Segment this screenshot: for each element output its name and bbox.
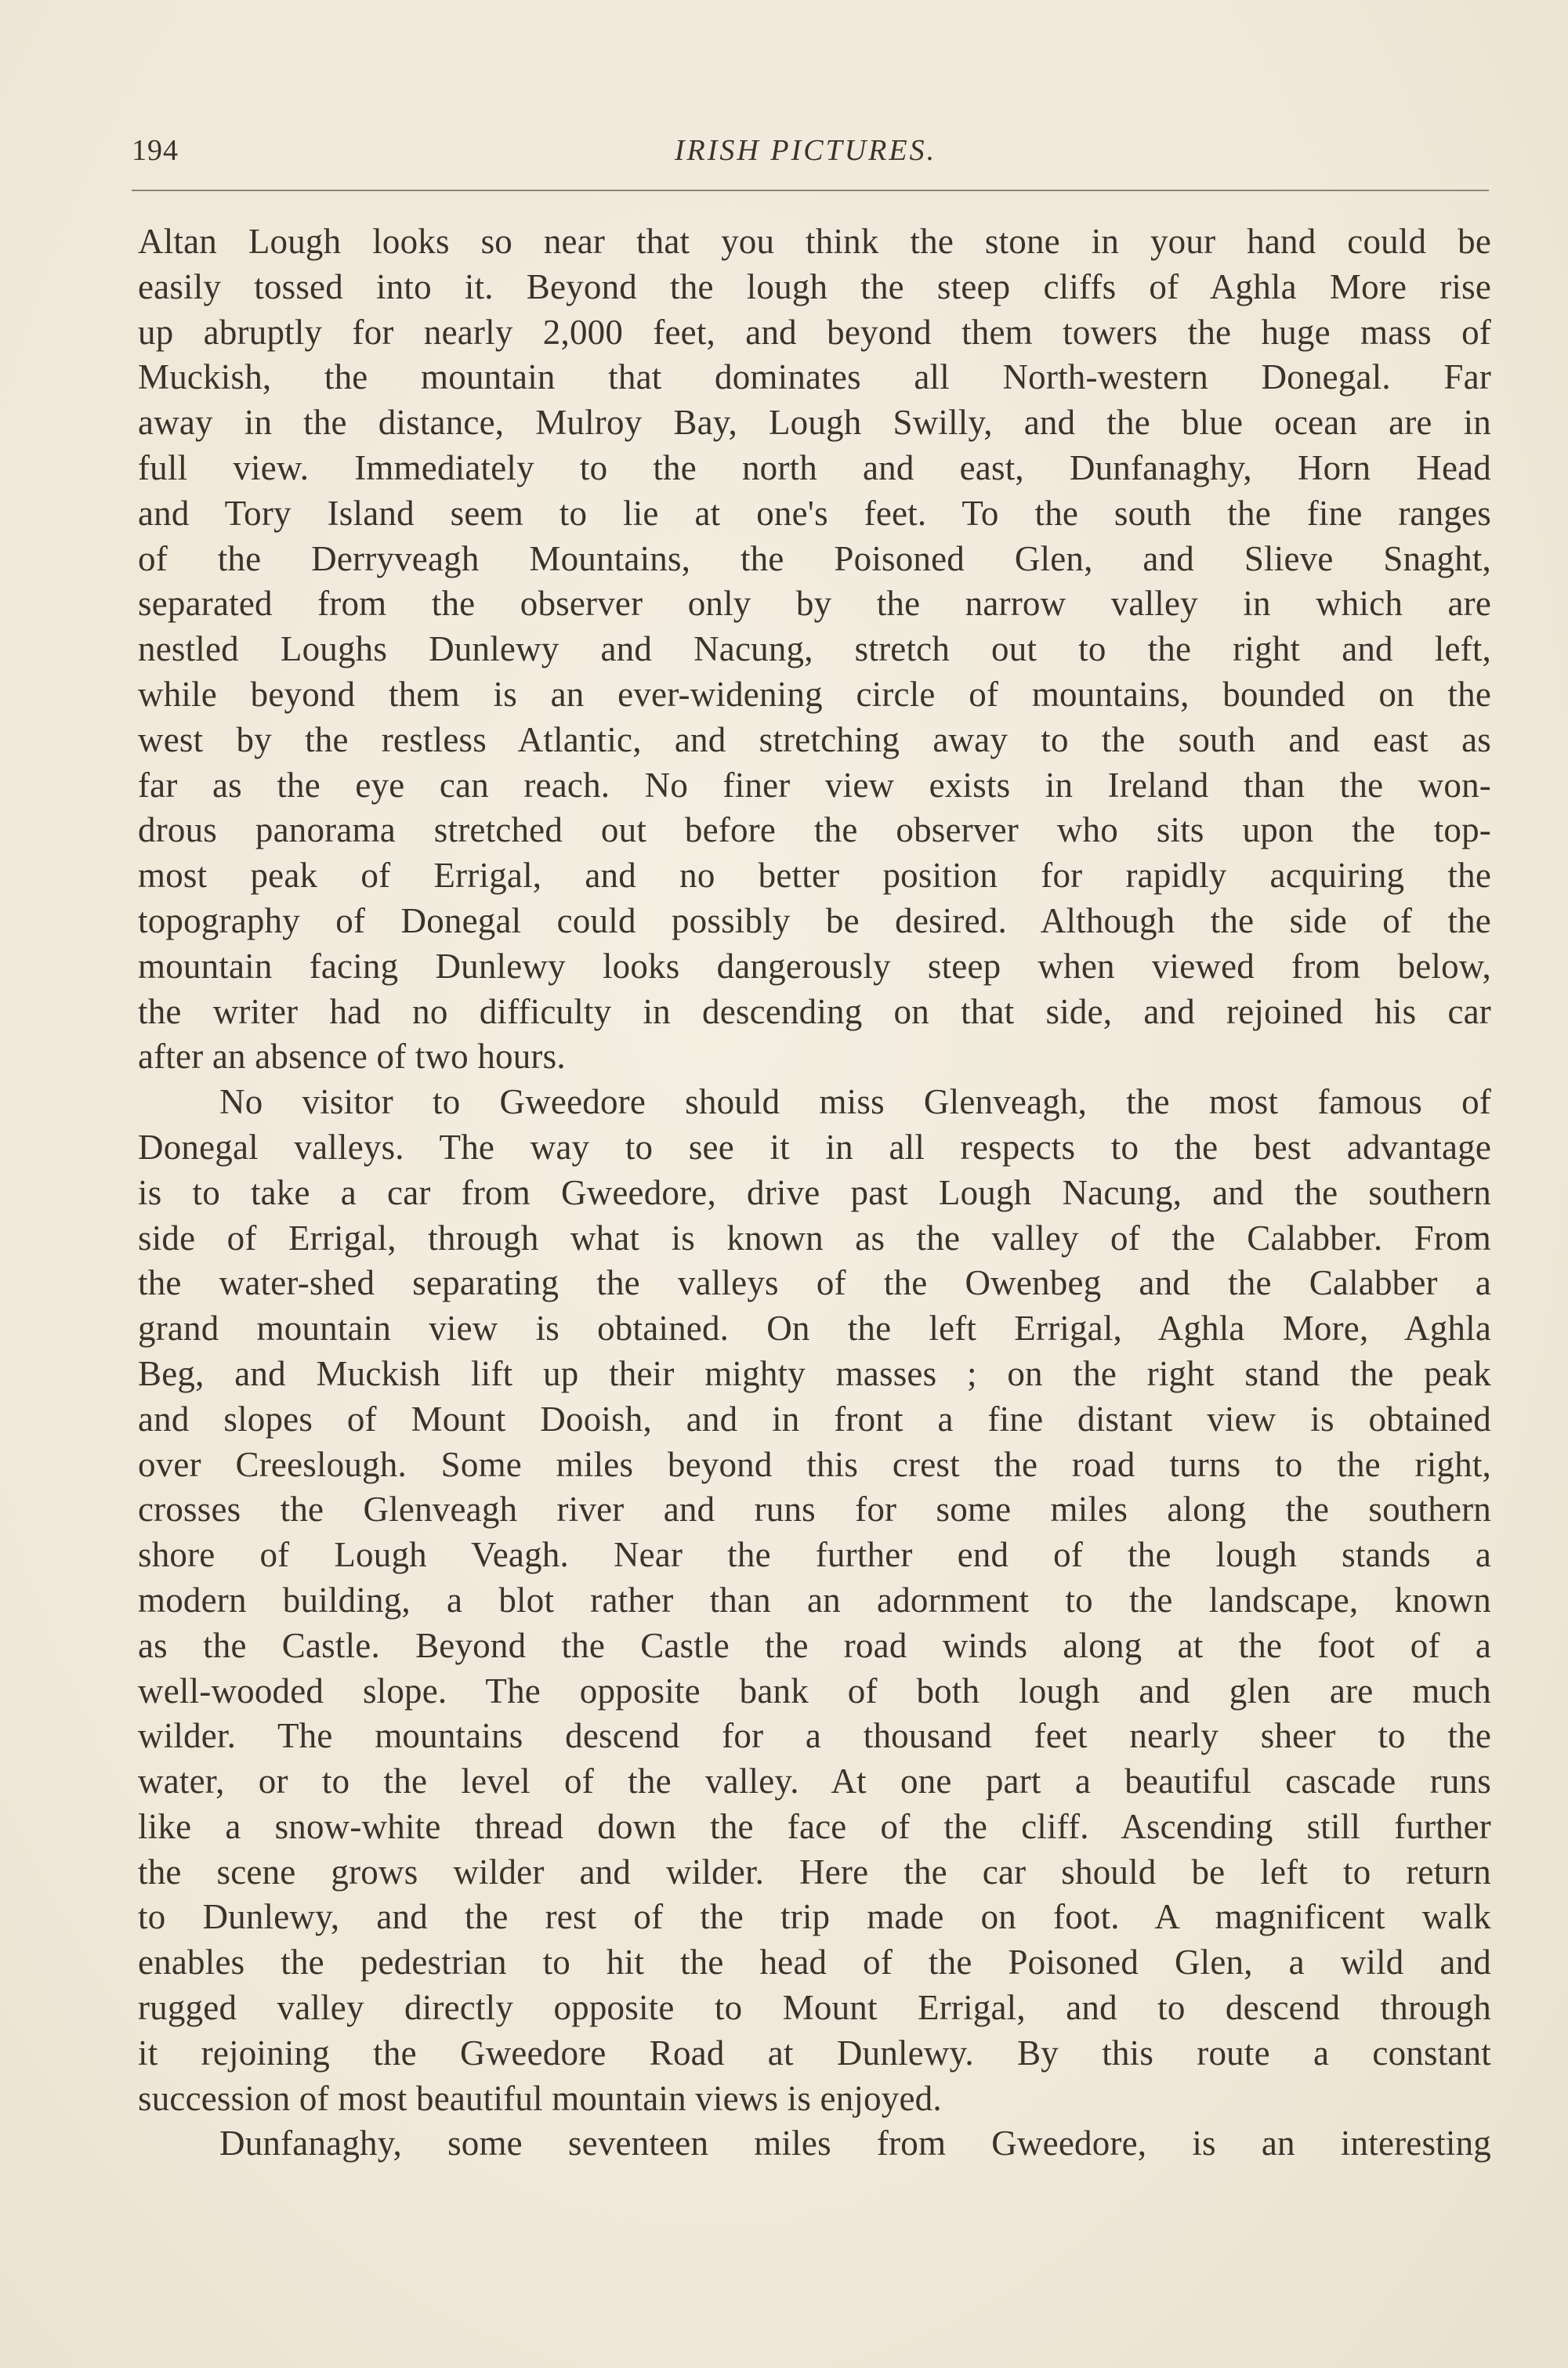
text-line: water, or to the level of the valley. At one part a beautiful cascade runs [138,1762,1491,1801]
text-line: it rejoining the Gweedore Road at Dunlewy. By this route a constant [138,2033,1491,2073]
text-line: is to take a car from Gweedore, drive past Lough Nacung, and the southern [138,1172,1491,1212]
text-line: most peak of Errigal, and no better position for rapidly acquiring the [138,856,1491,896]
body-text [138,219,1491,2167]
text-line: wilder. The mountains descend for a thousand feet nearly sheer to the [138,1716,1491,1756]
text-line: grand mountain view is obtained. On the left Errigal, Aghla More, Aghla [138,1309,1491,1349]
paragraph-first-line: No visitor to Gweedore should miss Glenveagh, the most famous of [219,1082,1491,1122]
text-line: the writer had no difficulty in descending on that side, and rejoined his car [138,991,1491,1031]
text-line: Muckish, the mountain that dominates all North-western Donegal. Far [138,357,1491,397]
text-line: far as the eye can reach. No finer view exists in Ireland than the won- [138,765,1491,805]
text-line: like a snow-white thread down the face of the cliff. Ascending still further [138,1806,1491,1846]
text-line: Donegal valleys. The way to see it in all respects to the best advantage [138,1127,1491,1167]
header-rule [132,190,1489,191]
text-line: full view. Immediately to the north and east, Dunfanaghy, Horn Head [138,447,1491,487]
text-line: topography of Donegal could possibly be desired. Although the side of the [138,900,1491,940]
text-line: succession of most beautiful mountain views is enjoyed. [138,2078,942,2118]
text-line: rugged valley directly opposite to Mount Errigal, and to descend through [138,1988,1491,2028]
text-line: shore of Lough Veagh. Near the further end of the lough stands a [138,1535,1491,1575]
text-line: side of Errigal, through what is known as the valley of the Calabber. From [138,1218,1491,1258]
text-line: and slopes of Mount Dooish, and in front a fine distant view is obtained [138,1399,1491,1439]
text-line: mountain facing Dunlewy looks dangerously steep when viewed from below, [138,946,1491,986]
running-head: IRISH PICTURES. [674,134,937,167]
text-line: easily tossed into it. Beyond the lough the steep cliffs of Aghla More rise [138,266,1491,306]
text-line: over Creeslough. Some miles beyond this crest the road turns to the right, [138,1444,1491,1484]
text-line: well-wooded slope. The opposite bank of both lough and glen are much [138,1671,1491,1711]
text-line: away in the distance, Mulroy Bay, Lough Swilly, and the blue ocean are in [138,403,1491,443]
text-line: and Tory Island seem to lie at one's feet. To the south the fine ranges [138,493,1491,533]
text-line: nestled Loughs Dunlewy and Nacung, stretch out to the right and left, [138,629,1491,669]
text-line: Beg, and Muckish lift up their mighty masses ; on the right stand the peak [138,1353,1491,1393]
text-line: separated from the observer only by the narrow valley in which are [138,584,1491,624]
text-line: of the Derryveagh Mountains, the Poisoned Glen, and Slieve Snaght, [138,538,1491,578]
text-line: as the Castle. Beyond the Castle the road winds along at the foot of a [138,1625,1491,1665]
text-line: up abruptly for nearly 2,000 feet, and beyond them towers the huge mass of [138,312,1491,352]
paragraph-first-line: Dunfanaghy, some seventeen miles from Gweedore, is an interesting [219,2124,1491,2163]
text-line: enables the pedestrian to hit the head of the Poisoned Glen, a wild and [138,1943,1491,1982]
text-line: to Dunlewy, and the rest of the trip made on foot. A magnificent walk [138,1897,1491,1937]
text-line: while beyond them is an ever-widening circle of mountains, bounded on the [138,674,1491,714]
text-line: modern building, a blot rather than an adornment to the landscape, known [138,1580,1491,1620]
text-line: the water-shed separating the valleys of the Owenbeg and the Calabber a [138,1263,1491,1303]
text-line: Altan Lough looks so near that you think the stone in your hand could be [138,222,1491,261]
page-number: 194 [132,134,179,167]
page-header [132,124,1479,179]
text-line: after an absence of two hours. [138,1037,566,1077]
text-line: west by the restless Atlantic, and stretching away to the south and east as [138,719,1491,759]
text-line: crosses the Glenveagh river and runs for some miles along the southern [138,1490,1491,1530]
text-line: the scene grows wilder and wilder. Here the car should be left to return [138,1852,1491,1892]
text-line: drous panorama stretched out before the observer who sits upon the top- [138,810,1491,850]
